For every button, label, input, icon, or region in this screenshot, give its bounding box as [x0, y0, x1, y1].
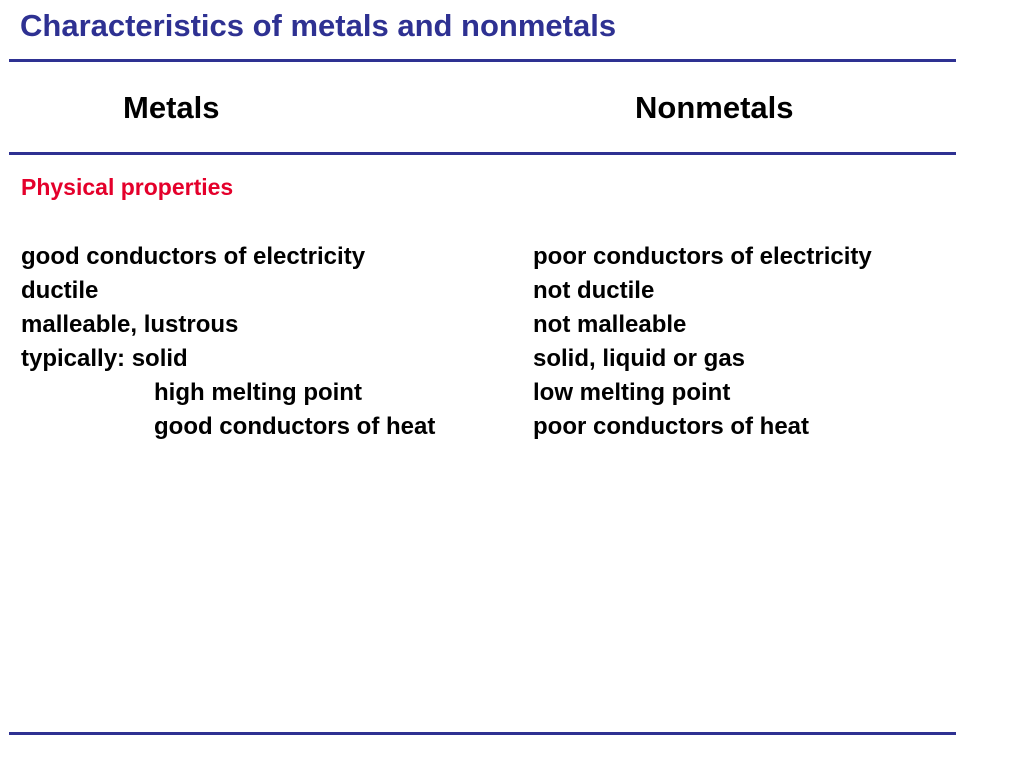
metals-property-item: malleable, lustrous	[21, 311, 239, 338]
metals-property-list	[21, 240, 435, 444]
nonmetals-property-item: solid, liquid or gas	[533, 345, 746, 372]
bottom-divider	[9, 732, 956, 735]
section-heading: Physical properties	[21, 174, 234, 200]
metals-property-item: ductile	[21, 277, 99, 304]
slide-title: Characteristics of metals and nonmetals	[20, 8, 617, 43]
nonmetals-column-header: Nonmetals	[635, 90, 794, 125]
top-divider	[9, 59, 956, 62]
header-divider	[9, 152, 956, 155]
nonmetals-property-item: poor conductors of heat	[533, 413, 809, 440]
nonmetals-property-item: low melting point	[533, 379, 731, 406]
metals-property-item: good conductors of electricity	[21, 243, 366, 270]
metals-column-header: Metals	[123, 90, 220, 125]
metals-property-item: typically: solid	[21, 345, 188, 372]
nonmetals-property-item: poor conductors of electricity	[533, 243, 872, 270]
nonmetals-property-item: not malleable	[533, 311, 687, 338]
nonmetals-property-item: not ductile	[533, 277, 655, 304]
nonmetals-property-list	[533, 240, 872, 444]
metals-property-item: high melting point	[154, 379, 362, 406]
metals-property-item: good conductors of heat	[154, 413, 436, 440]
